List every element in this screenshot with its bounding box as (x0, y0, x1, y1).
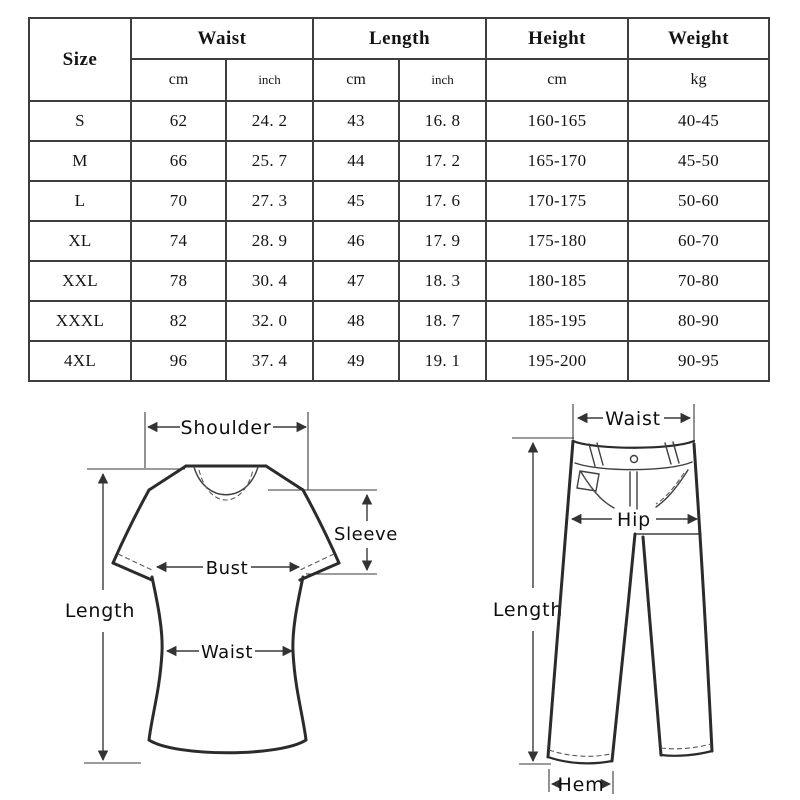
label-hip: Hip (616, 509, 652, 531)
cell-length-inch: 16. 8 (399, 101, 486, 141)
cell-height: 180-185 (486, 261, 628, 301)
label-pants-length: Length (492, 599, 564, 621)
cell-length-cm: 47 (313, 261, 399, 301)
cell-waist-inch: 37. 4 (226, 341, 313, 381)
col-header-length: Length (313, 18, 486, 59)
label-shoulder: Shoulder (180, 417, 272, 439)
cell-waist-cm: 82 (131, 301, 226, 341)
cell-length-cm: 44 (313, 141, 399, 181)
cell-length-inch: 18. 7 (399, 301, 486, 341)
unit-height-cm: cm (486, 59, 628, 101)
bust-dimension (157, 558, 299, 579)
cell-size: 4XL (29, 341, 131, 381)
cell-height: 170-175 (486, 181, 628, 221)
cell-length-inch: 18. 3 (399, 261, 486, 301)
size-chart-table (28, 17, 770, 382)
cell-height: 165-170 (486, 141, 628, 181)
tshirt-measurement-diagram (60, 398, 410, 800)
cell-length-cm: 46 (313, 221, 399, 261)
unit-waist-cm: cm (131, 59, 226, 101)
cell-weight: 45-50 (628, 141, 769, 181)
shirt-waist-dimension (167, 642, 292, 663)
table-row (29, 101, 769, 141)
pants-outline (548, 441, 712, 763)
cell-waist-inch: 27. 3 (226, 181, 313, 221)
cell-length-cm: 45 (313, 181, 399, 221)
cell-waist-inch: 32. 0 (226, 301, 313, 341)
cell-size: XXL (29, 261, 131, 301)
pants-waist-dimension (573, 404, 694, 444)
cell-waist-cm: 62 (131, 101, 226, 141)
table-row (29, 141, 769, 181)
hip-dimension (572, 509, 697, 531)
cell-height: 195-200 (486, 341, 628, 381)
cell-weight: 50-60 (628, 181, 769, 221)
cell-size: L (29, 181, 131, 221)
col-header-size: Size (29, 18, 131, 101)
size-chart-table-container (28, 17, 770, 382)
cell-size: XL (29, 221, 131, 261)
coin-pocket-detail (577, 471, 599, 491)
hem-dimension (549, 769, 613, 796)
pants-measurement-diagram (478, 398, 740, 800)
table-header-row (29, 18, 769, 59)
table-row (29, 181, 769, 221)
cell-height: 160-165 (486, 101, 628, 141)
col-header-weight: Weight (628, 18, 769, 59)
cell-waist-inch: 24. 2 (226, 101, 313, 141)
cell-waist-cm: 74 (131, 221, 226, 261)
cell-length-inch: 17. 2 (399, 141, 486, 181)
shirt-length-dimension (65, 469, 185, 763)
cell-size: XXXL (29, 301, 131, 341)
sleeve-dimension (268, 490, 398, 574)
label-shirt-waist: Waist (200, 642, 254, 663)
cell-waist-inch: 25. 7 (226, 141, 313, 181)
label-hem: Hem (557, 774, 605, 796)
label-shirt-length: Length (64, 600, 136, 622)
cell-length-inch: 17. 6 (399, 181, 486, 221)
unit-waist-inch: inch (226, 59, 313, 101)
table-units-row (29, 59, 769, 101)
label-sleeve: Sleeve (334, 524, 398, 545)
cell-waist-cm: 96 (131, 341, 226, 381)
cell-weight: 80-90 (628, 301, 769, 341)
unit-length-inch: inch (399, 59, 486, 101)
cell-weight: 90-95 (628, 341, 769, 381)
cell-size: M (29, 141, 131, 181)
cell-length-cm: 48 (313, 301, 399, 341)
unit-weight-kg: kg (628, 59, 769, 101)
button-detail (631, 456, 638, 463)
table-row (29, 341, 769, 381)
cell-weight: 70-80 (628, 261, 769, 301)
unit-length-cm: cm (313, 59, 399, 101)
label-pants-waist: Waist (605, 408, 661, 430)
cell-weight: 60-70 (628, 221, 769, 261)
cell-height: 185-195 (486, 301, 628, 341)
cell-length-inch: 19. 1 (399, 341, 486, 381)
cell-length-cm: 43 (313, 101, 399, 141)
tshirt-outline (113, 466, 339, 753)
cell-height: 175-180 (486, 221, 628, 261)
cell-waist-inch: 28. 9 (226, 221, 313, 261)
cell-length-inch: 17. 9 (399, 221, 486, 261)
cell-waist-cm: 70 (131, 181, 226, 221)
table-row (29, 221, 769, 261)
cell-waist-cm: 78 (131, 261, 226, 301)
table-row (29, 261, 769, 301)
cell-waist-inch: 30. 4 (226, 261, 313, 301)
col-header-waist: Waist (131, 18, 313, 59)
pants-length-dimension (493, 438, 574, 764)
table-row (29, 301, 769, 341)
label-bust: Bust (205, 558, 249, 579)
cell-size: S (29, 101, 131, 141)
cell-weight: 40-45 (628, 101, 769, 141)
col-header-height: Height (486, 18, 628, 59)
cell-waist-cm: 66 (131, 141, 226, 181)
cell-length-cm: 49 (313, 341, 399, 381)
